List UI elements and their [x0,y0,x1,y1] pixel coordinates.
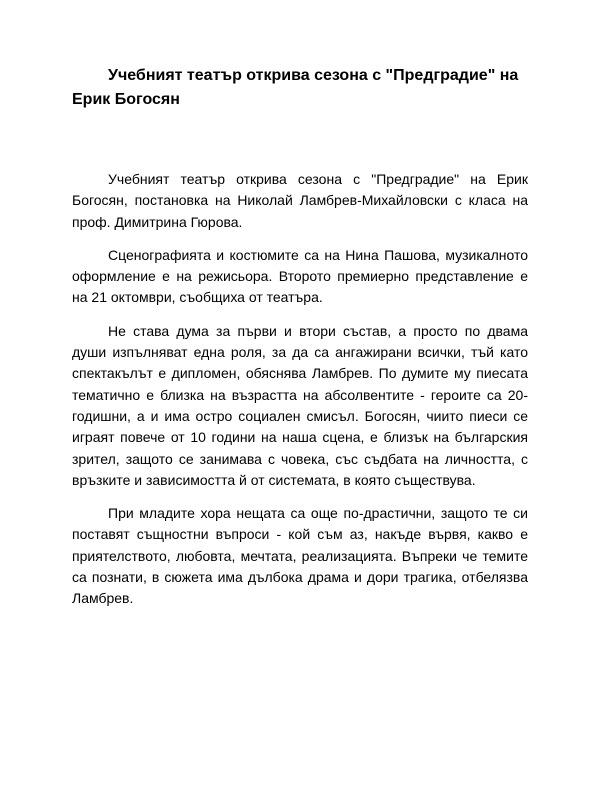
article-paragraph: При младите хора нещата са още по-драстични, защото те си поставят същностни въпроси - кой съм аз, накъде вървя, какво е приятелството, любовта, мечтата, реализацията. Въпреки че темите са познати, в сюжета има дълбока драма и дори трагика, отбелязва Ламбрев. [72,505,528,607]
article-paragraph: Не става дума за първи и втори състав, а просто по двама души изпълняват една роля, за да са ангажирани всички, тъй като спектакълът е дипломен, обяснява Ламбрев. По думите му пиесата тематично е близка на възрастта на абсолвентите - героите са 20-годишни, а и има остро социален смисъл. Богосян, чиито пиеси се играят повече от 10 години на наша сцена, е близък на българския зрител, защото се занимава с човека, със съдбата на личността, с връзките и зависимостта й от системата, в която съществува. [72,322,528,488]
article-title: Учебният театър открива сезона с "Предградие" на Ерик Богосян [72,67,519,108]
article-paragraph: Сценографията и костюмите са на Нина Пашова, музикалното оформление е на режисьора. Второто премиерно представление е на 21 октомври, съобщиха от театъра. [72,246,528,306]
article-paragraph: Учебният театър открива сезона с "Предградие" на Ерик Богосян, постановка на Николай Ламбрев-Михайловски с класа на проф. Димитрина Гюрова. [72,171,528,230]
article-body [72,169,528,622]
